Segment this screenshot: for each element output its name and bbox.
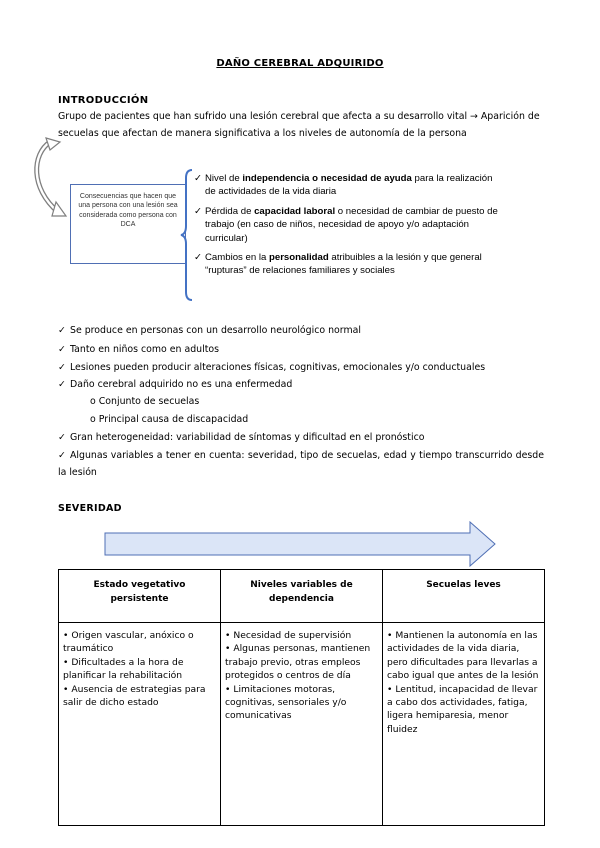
bullet-item	[58, 447, 544, 481]
table-header: Niveles variables de dependencia	[221, 570, 383, 623]
consequence-text: Cambios en la	[205, 252, 269, 264]
sub-bullet-item	[90, 393, 199, 410]
bullet-marker: •	[225, 683, 231, 695]
check-icon: ✓	[194, 173, 203, 184]
cell-item-text: Algunas personas, mantienen trabajo previo, otras empleos protegidos o centros de día	[225, 643, 371, 682]
check-icon: ✓	[58, 432, 66, 443]
bullet-marker: •	[63, 656, 69, 668]
cell-item	[225, 629, 378, 642]
bullet-item	[58, 429, 544, 446]
consequences-list	[194, 172, 504, 284]
bullet-text: Se produce en personas con un desarrollo neurológico normal	[70, 325, 361, 336]
bullet-text: Algunas variables a tener en cuenta: severidad, tipo de secuelas, edad y tiempo transcurrido desde la lesión	[58, 450, 544, 478]
table-cell	[59, 623, 221, 826]
brace-icon	[180, 168, 194, 302]
sub-bullet-text: Conjunto de secuelas	[98, 396, 200, 407]
bullet-item	[58, 322, 544, 339]
sub-bullet-item	[90, 411, 248, 428]
consequence-item	[194, 172, 504, 199]
consequence-text: Nivel de	[205, 173, 243, 184]
table-header: Secuelas leves	[383, 570, 545, 623]
curved-arrow-icon	[28, 136, 68, 222]
consequence-text: Pérdida de	[205, 205, 255, 217]
consequence-item	[194, 251, 504, 278]
cell-item	[63, 683, 216, 710]
bullet-text: Gran heterogeneidad: variabilidad de síntomas y dificultad en el pronóstico	[70, 432, 425, 443]
consequence-bold: personalidad	[269, 252, 329, 264]
consequence-bold: capacidad laboral	[254, 205, 336, 217]
cell-item	[387, 629, 540, 683]
check-icon: ✓	[194, 205, 203, 217]
check-icon: ✓	[58, 325, 66, 336]
bullet-marker: •	[225, 643, 231, 655]
consequence-bold: independencia o necesidad de ayuda	[242, 173, 412, 184]
check-icon: ✓	[58, 450, 66, 461]
severity-heading: SEVERIDAD	[58, 503, 122, 514]
intro-paragraph: Grupo de pacientes que han sufrido una lesión cerebral que afecta a su desarrollo vital → Aparición de secuelas que afectan de manera significativa a los niveles de autonomía de la persona	[58, 111, 540, 139]
cell-item-text: Mantienen la autonomía en las actividades de la vida diaria, pero dificultades para llevarlas a cabo igual que antes de la lesión	[387, 630, 539, 682]
cell-item-text: Lentitud, incapacidad de llevar a cabo dos actividades, fatiga, ligera hemiparesia, menor fluidez	[387, 683, 538, 735]
consequence-text: para la realización de actividades de la vida diaria	[205, 173, 493, 198]
cell-item-text: Necesidad de supervisión	[233, 630, 352, 641]
bullet-item	[58, 341, 544, 358]
cell-item	[387, 683, 540, 737]
sub-bullet-text: Principal causa de discapacidad	[98, 414, 249, 425]
cell-item	[225, 642, 378, 682]
table-cell	[383, 623, 545, 826]
bullet-text: Daño cerebral adquirido no es una enfermedad	[70, 379, 293, 390]
consequence-text: o necesidad de cambiar de puesto de trabajo (en caso de niños, necesidad de apoyo y/o adaptación curricular)	[205, 205, 498, 244]
cell-item-text: Limitaciones motoras, cognitivas, sensoriales y/o comunicativas	[225, 683, 347, 722]
severity-arrow-icon	[104, 520, 498, 568]
sub-marker: o	[90, 414, 96, 425]
cell-item-text: Ausencia de estrategias para salir de dicho estado	[63, 683, 206, 709]
severity-table	[58, 569, 545, 826]
cell-item	[63, 656, 216, 683]
cell-item	[225, 683, 378, 723]
table-cell	[221, 623, 383, 826]
bullet-marker: •	[63, 683, 69, 695]
check-icon: ✓	[58, 362, 66, 373]
cell-item	[63, 629, 216, 656]
cell-item-text: Dificultades a la hora de planificar la rehabilitación	[63, 656, 184, 682]
bullet-marker: •	[225, 630, 231, 641]
bullet-marker: •	[387, 630, 393, 641]
bullet-text: Lesiones pueden producir alteraciones físicas, cognitivas, emocionales y/o conductuales	[70, 362, 486, 373]
check-icon: ✓	[58, 379, 66, 390]
sub-marker: o	[90, 396, 96, 407]
check-icon: ✓	[58, 344, 66, 355]
consequence-text: atribuibles a la lesión y que general “rupturas” de relaciones familiares y sociales	[205, 252, 482, 277]
consequence-item	[194, 205, 504, 245]
bullet-item	[58, 376, 544, 393]
intro-heading: INTRODUCCIÓN	[58, 95, 149, 106]
bullet-marker: •	[387, 683, 393, 695]
bullet-item	[58, 359, 544, 376]
check-icon: ✓	[194, 252, 203, 264]
consequences-box: Consecuencias que hacen que una persona con una lesión sea considerada como persona con DCA	[70, 184, 186, 264]
bullet-text: Tanto en niños como en adultos	[70, 344, 219, 355]
table-header: Estado vegetativo persistente	[59, 570, 221, 623]
document-title: DAÑO CEREBRAL ADQUIRIDO	[216, 58, 384, 69]
cell-item-text: Origen vascular, anóxico o traumático	[63, 630, 194, 655]
bullet-marker: •	[63, 630, 69, 641]
